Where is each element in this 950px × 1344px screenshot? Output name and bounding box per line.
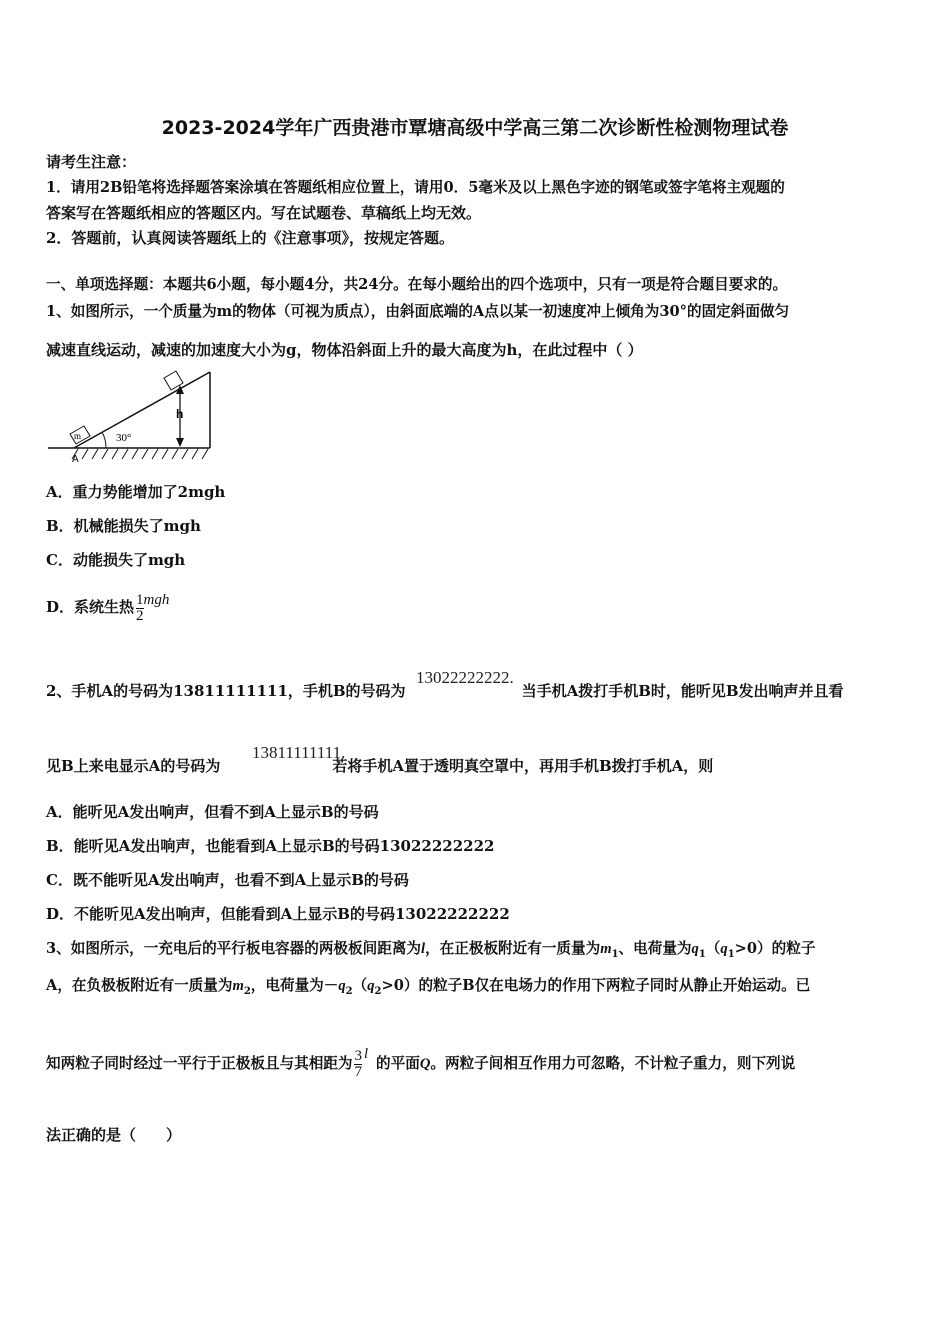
notice-line-2: 答案写在答题纸相应的答题区内。写在试题卷、草稿纸上均无效。 [46,204,482,222]
incline-figure [44,368,220,466]
q3-sub-1c: 1 [727,948,735,960]
ground-hatching [72,449,208,459]
q3-stem-line-4: 法正确的是（ ） [46,1126,182,1144]
q3-plane-q: Q [419,1056,431,1072]
height-arrow-head [176,438,184,447]
q3-text-4: （ [705,940,721,957]
q3-text-10: 知两粒子同时经过一平行于正极板且与其相距为 [46,1055,353,1072]
q1-option-d-expression: mgh [143,592,170,608]
q1-option-d-label: D．系统生热 [46,598,135,616]
q2-text-3: 见B上来电显示A的号码为 [46,757,221,775]
q1-option-b: B．机械能损失了mgh [46,517,201,535]
q2-text-1: 2、手机A的号码为13811111111，手机B的号码为 [46,682,406,700]
q3-text-2: ，在正极板附近有一质量为 [425,940,601,957]
q3-fraction-var: l [363,1046,369,1062]
q2-option-a: A．能听见A发出响声，但看不到A上显示B的号码 [46,803,379,821]
q3-fraction-numerator: 3 [354,1047,362,1064]
q3-text-7: ，电荷量为－ [250,977,339,994]
q2-number-b: 13022222222. [416,668,514,687]
q2-stem-line-2 [46,756,713,776]
notice-line-1: 1．请用2B铅笔将选择题答案涂填在答题纸相应位置上，请用0．5毫米及以上黑色字迹的钢笔或签字笔将主观题的 [46,179,785,196]
q3-sub-1: 1 [611,948,619,960]
notice-heading: 请考生注意： [46,153,137,171]
mass-label: m [74,431,82,441]
q2-option-d: D．不能听见A发出响声，但能看到A上显示B的号码13022222222 [46,905,510,923]
point-a-label: A [72,454,79,465]
incline-slope [74,372,210,448]
q3-sub-2c: 2 [374,985,382,997]
q3-text-11: 的平面 [376,1055,420,1072]
q1-option-c: C．动能损失了mgh [46,551,186,569]
q1-option-a: A．重力势能增加了2mgh [46,483,226,501]
q1-option-d-fraction [136,593,144,624]
fraction-numerator: 1 [136,591,144,608]
q3-text-9: >0）的粒子B仅在电场力的作用下两粒子同时从静止开始运动。已 [381,977,811,994]
q3-text-1: 3、如图所示，一充电后的平行板电容器的两极板间距离为 [46,940,422,957]
notice-line-3: 2．答题前，认真阅读答题纸上的《注意事项》，按规定答题。 [46,229,454,247]
q2-text-4: 若将手机A置于透明真空罩中，再用手机B拨打手机A，则 [332,757,714,775]
q3-sub-2: 2 [243,985,251,997]
angle-arc [102,432,106,448]
angle-label: 30° [116,432,132,444]
q3-var-m2: m [232,978,244,994]
q3-text-6: A，在负极板附近有一质量为 [46,977,233,994]
q3-var-q2c: q [367,978,375,994]
height-label: h [176,407,184,421]
q2-number-a: 13811111111. [252,743,346,762]
q3-sub-2b: 2 [345,985,353,997]
q1-stem-line-1: 1、如图所示，一个质量为m的物体（可视为质点），由斜面底端的A点以某一初速度冲上倾角为30°的固定斜面做匀 [46,303,790,320]
q3-var-l: l [421,941,426,957]
q3-stem-line-3 [46,1044,795,1084]
q3-fraction [354,1049,362,1080]
q1-stem-line-2: 减速直线运动，减速的加速度大小为g，物体沿斜面上升的最大高度为h，在此过程中（ ） [46,341,643,359]
q3-fraction-denominator: 7 [354,1063,362,1080]
q3-stem-line-1 [46,939,815,965]
q3-text-5: >0）的粒子 [734,940,816,957]
section-heading: 一、单项选择题：本题共6小题，每小题4分，共24分。在每小题给出的四个选项中，只有一项是符合题目要求的。 [46,276,788,293]
q3-var-q1: q [691,941,699,957]
q2-option-c: C．既不能听见A发出响声，也看不到A上显示B的号码 [46,871,409,889]
q3-var-m1: m [600,941,612,957]
q3-var-q1c: q [720,941,728,957]
fraction-denominator: 2 [136,607,144,624]
q3-stem-line-2 [46,976,810,1002]
q2-text-2: 当手机A拨打手机B时，能听见B发出响声并且看 [521,682,844,700]
q3-sub-1b: 1 [698,948,706,960]
q3-text-8: （ [352,977,368,994]
q2-option-b: B．能听见A发出响声，也能看到A上显示B的号码13022222222 [46,837,495,855]
exam-title: 2023-2024学年广西贵港市覃塘高级中学高三第二次诊断性检测物理试卷 [161,117,789,139]
q3-var-q2: q [338,978,346,994]
q3-text-12: 。两粒子间相互作用力可忽略，不计粒子重力，则下列说 [430,1055,796,1072]
q1-option-d [46,590,169,625]
q3-text-3: 、电荷量为 [618,940,692,957]
